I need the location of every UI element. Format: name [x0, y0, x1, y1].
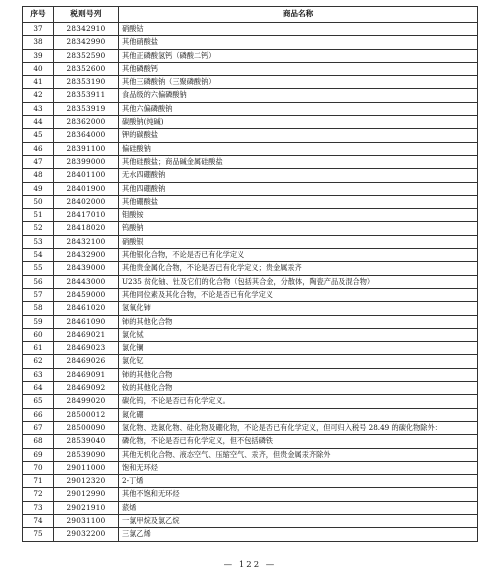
- row-code: 28353190: [54, 76, 119, 89]
- row-code: 28402000: [54, 195, 119, 208]
- row-name: 一氯甲烷及氯乙烷: [119, 514, 478, 527]
- row-seq: 75: [23, 528, 54, 541]
- row-code: 28417010: [54, 209, 119, 222]
- row-seq: 46: [23, 142, 54, 155]
- row-name: 其他同位素及其化合物，不论是否已有化学定义: [119, 288, 478, 301]
- row-name: 其他硼酸盐: [119, 195, 478, 208]
- row-code: 28342910: [54, 23, 119, 36]
- row-name: 其他四硼酸钠: [119, 182, 478, 195]
- row-name: 蒎烯: [119, 501, 478, 514]
- table-row: [23, 129, 478, 142]
- header-name: 商品名称: [119, 7, 478, 23]
- table-row: [23, 155, 478, 168]
- table-row: [23, 23, 478, 36]
- table-row: [23, 102, 478, 115]
- table-row: [23, 249, 478, 262]
- table-row: [23, 461, 478, 474]
- row-code: 29012320: [54, 475, 119, 488]
- row-seq: 54: [23, 249, 54, 262]
- row-code: 28469091: [54, 368, 119, 381]
- table-row: [23, 89, 478, 102]
- row-seq: 60: [23, 328, 54, 341]
- row-seq: 57: [23, 288, 54, 301]
- row-name: U235 贫化铀、钍及它们的化合物（包括其合金，分散体，陶瓷产品及混合物）: [119, 275, 478, 288]
- table-row: [23, 209, 478, 222]
- row-name: 硝酸钴: [119, 23, 478, 36]
- table-row: [23, 501, 478, 514]
- table-row: [23, 195, 478, 208]
- row-code: 28461090: [54, 315, 119, 328]
- table-header-row: [23, 7, 478, 23]
- table-row: [23, 528, 478, 541]
- row-code: 28469026: [54, 355, 119, 368]
- table-row: [23, 222, 478, 235]
- row-seq: 41: [23, 76, 54, 89]
- row-seq: 44: [23, 116, 54, 129]
- row-seq: 70: [23, 461, 54, 474]
- row-name: 钨酸钠: [119, 222, 478, 235]
- page-number: — 122 —: [223, 560, 277, 570]
- row-code: 28469021: [54, 328, 119, 341]
- row-name: 碳化钨，不论是否已有化学定义。: [119, 395, 478, 408]
- row-seq: 58: [23, 302, 54, 315]
- row-seq: 42: [23, 89, 54, 102]
- table-row: [23, 514, 478, 527]
- row-seq: 64: [23, 382, 54, 395]
- table-row: [23, 448, 478, 461]
- header-code: 税则号列: [54, 7, 119, 23]
- row-code: 28469023: [54, 342, 119, 355]
- row-code: 28352600: [54, 62, 119, 75]
- row-code: 28352590: [54, 49, 119, 62]
- row-code: 28401900: [54, 182, 119, 195]
- table-row: [23, 421, 478, 434]
- row-name: 其他硅酸盐；商品碱金属硅酸盐: [119, 155, 478, 168]
- row-seq: 62: [23, 355, 54, 368]
- row-code: 28461020: [54, 302, 119, 315]
- table-row: [23, 169, 478, 182]
- table-body: [23, 23, 478, 542]
- table-row: [23, 302, 478, 315]
- row-seq: 56: [23, 275, 54, 288]
- row-seq: 65: [23, 395, 54, 408]
- table-row: [23, 488, 478, 501]
- row-seq: 43: [23, 102, 54, 115]
- row-name: 其他磷酸钙: [119, 62, 478, 75]
- row-name: 氮化硼: [119, 408, 478, 421]
- row-name: 铈的其他化合物: [119, 368, 478, 381]
- row-name: 其他贵金属化合物，不论是否已有化学定义；贵金属汞齐: [119, 262, 478, 275]
- row-name: 磷化物，不论是否已有化学定义，但不包括磷铁: [119, 435, 478, 448]
- table-row: [23, 475, 478, 488]
- row-seq: 51: [23, 209, 54, 222]
- row-seq: 74: [23, 514, 54, 527]
- row-code: 28364000: [54, 129, 119, 142]
- row-seq: 73: [23, 501, 54, 514]
- table-row: [23, 395, 478, 408]
- table-row: [23, 328, 478, 341]
- row-seq: 52: [23, 222, 54, 235]
- row-seq: 69: [23, 448, 54, 461]
- table-row: [23, 408, 478, 421]
- table-row: [23, 435, 478, 448]
- row-seq: 50: [23, 195, 54, 208]
- row-name: 碳酸钠(纯碱): [119, 116, 478, 129]
- row-name: 偏硅酸钠: [119, 142, 478, 155]
- row-name: 硝酸银: [119, 235, 478, 248]
- table-row: [23, 182, 478, 195]
- row-code: 28401100: [54, 169, 119, 182]
- row-code: 28539040: [54, 435, 119, 448]
- row-name: 其他三磷酸钠（三聚磷酸钠）: [119, 76, 478, 89]
- table-row: [23, 62, 478, 75]
- row-code: 28432900: [54, 249, 119, 262]
- row-seq: 71: [23, 475, 54, 488]
- row-name: 钼酸铵: [119, 209, 478, 222]
- row-seq: 48: [23, 169, 54, 182]
- row-code: 28391100: [54, 142, 119, 155]
- row-seq: 37: [23, 23, 54, 36]
- table-row: [23, 275, 478, 288]
- row-seq: 59: [23, 315, 54, 328]
- row-code: 28499020: [54, 395, 119, 408]
- row-name: 无水四硼酸钠: [119, 169, 478, 182]
- row-code: 28353919: [54, 102, 119, 115]
- row-code: 28439000: [54, 262, 119, 275]
- row-name: 钾的碳酸盐: [119, 129, 478, 142]
- table-row: [23, 49, 478, 62]
- row-seq: 53: [23, 235, 54, 248]
- row-code: 28353911: [54, 89, 119, 102]
- row-code: 28432100: [54, 235, 119, 248]
- row-code: 28418020: [54, 222, 119, 235]
- row-name: 饱和无环烃: [119, 461, 478, 474]
- row-code: 29032200: [54, 528, 119, 541]
- row-seq: 61: [23, 342, 54, 355]
- row-name: 氢氧化铈: [119, 302, 478, 315]
- row-code: 28362000: [54, 116, 119, 129]
- row-seq: 38: [23, 36, 54, 49]
- table-row: [23, 76, 478, 89]
- row-code: 28469092: [54, 382, 119, 395]
- table-row: [23, 315, 478, 328]
- table-row: [23, 382, 478, 395]
- row-name: 其他不饱和无环烃: [119, 488, 478, 501]
- row-name: 氢化物、迭氮化物、硅化物及硼化物，不论是否已有化学定义，但可归入税号 28.49 的碳化物除外：: [119, 421, 478, 434]
- row-code: 28500012: [54, 408, 119, 421]
- table-row: [23, 142, 478, 155]
- row-seq: 47: [23, 155, 54, 168]
- row-name: 其他六偏磷酸钠: [119, 102, 478, 115]
- row-code: 28443000: [54, 275, 119, 288]
- row-seq: 67: [23, 421, 54, 434]
- tariff-table: [22, 6, 478, 542]
- row-code: 28459000: [54, 288, 119, 301]
- table-row: [23, 235, 478, 248]
- row-code: 28399000: [54, 155, 119, 168]
- row-name: 其他银化合物，不论是否已有化学定义: [119, 249, 478, 262]
- row-seq: 68: [23, 435, 54, 448]
- row-name: 氯化铽: [119, 328, 478, 341]
- row-code: 29031100: [54, 514, 119, 527]
- table-row: [23, 288, 478, 301]
- row-name: 氯化镧: [119, 342, 478, 355]
- row-name: 三氯乙烯: [119, 528, 478, 541]
- row-name: 铈的其他化合物: [119, 315, 478, 328]
- header-seq: 序号: [23, 7, 54, 23]
- table-row: [23, 116, 478, 129]
- row-name: 其他无机化合物、液态空气、压缩空气、汞齐，但贵金属汞齐除外: [119, 448, 478, 461]
- row-seq: 72: [23, 488, 54, 501]
- table-row: [23, 355, 478, 368]
- table-row: [23, 368, 478, 381]
- row-name: 食品级的六偏磷酸钠: [119, 89, 478, 102]
- row-name: 其他正磷酸氢钙（磷酸二钙）: [119, 49, 478, 62]
- table-row: [23, 342, 478, 355]
- row-code: 29021910: [54, 501, 119, 514]
- row-code: 29012990: [54, 488, 119, 501]
- row-code: 28539090: [54, 448, 119, 461]
- row-seq: 66: [23, 408, 54, 421]
- row-code: 28342990: [54, 36, 119, 49]
- row-name: 2-丁烯: [119, 475, 478, 488]
- row-code: 29011000: [54, 461, 119, 474]
- table-row: [23, 36, 478, 49]
- row-seq: 63: [23, 368, 54, 381]
- row-name: 钕的其他化合物: [119, 382, 478, 395]
- row-name: 其他硝酸盐: [119, 36, 478, 49]
- row-seq: 55: [23, 262, 54, 275]
- row-seq: 39: [23, 49, 54, 62]
- row-seq: 45: [23, 129, 54, 142]
- row-seq: 40: [23, 62, 54, 75]
- row-code: 28500090: [54, 421, 119, 434]
- row-name: 氯化钇: [119, 355, 478, 368]
- table-row: [23, 262, 478, 275]
- row-seq: 49: [23, 182, 54, 195]
